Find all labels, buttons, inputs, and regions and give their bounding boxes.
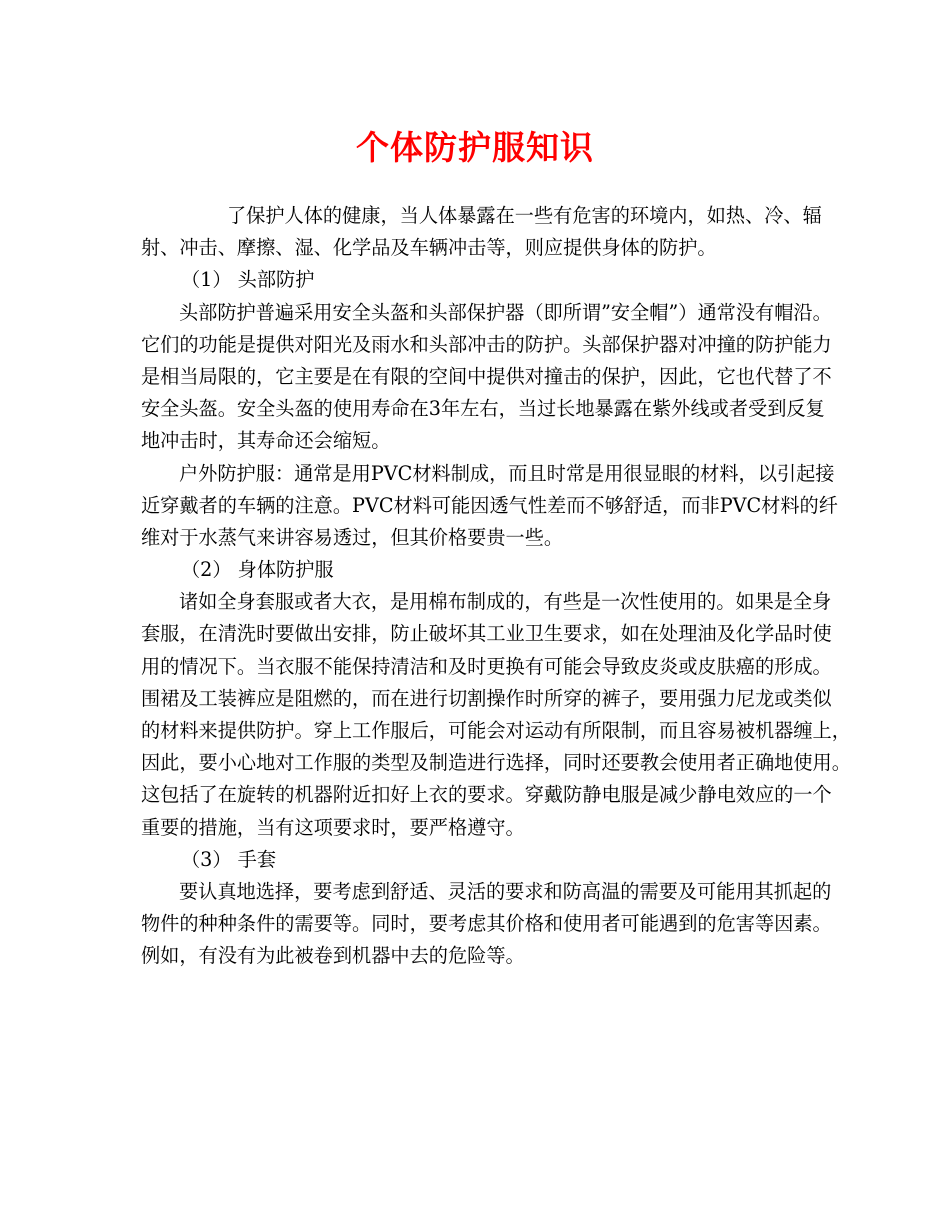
- gloves-paragraph: [141, 876, 831, 973]
- text-line: 因此，要小心地对工作服的类型及制造进行选择，同时还要教会使用者正确地使用。: [141, 751, 851, 775]
- text-line: 用的情况下。当衣服不能保持清洁和及时更换有可能会导致皮炎或皮肤癌的形成。: [141, 654, 832, 678]
- text-line: 例如，有没有为此被卷到机器中去的危险等。: [141, 944, 525, 968]
- section-heading-gloves: （3） 手套: [181, 847, 277, 871]
- text-line: 户外防护服：通常是用PVC材料制成，而且时常是用很显眼的材料，以引起接: [179, 461, 835, 485]
- text-line: 头部防护普遍采用安全头盔和头部保护器（即所谓”安全帽”）通常没有帽沿。: [179, 300, 832, 324]
- section-heading-body-protection: （2） 身体防护服: [181, 558, 334, 582]
- text-line: 是相当局限的，它主要是在有限的空间中提供对撞击的保护，因此，它也代替了不: [141, 364, 832, 388]
- text-line: 这包括了在旋转的机器附近扣好上衣的要求。穿戴防静电服是减少静电效应的一个: [141, 783, 832, 807]
- text-line: 了保护人体的健康，当人体暴露在一些有危害的环境内，如热、冷、辐: [227, 204, 822, 227]
- outdoor-clothing-paragraph: [141, 458, 838, 555]
- text-line: 重要的措施，当有这项要求时，要严格遵守。: [141, 815, 525, 839]
- section-heading-head-protection: （1） 头部防护: [181, 268, 315, 292]
- document-body: [141, 200, 851, 973]
- text-line: 物件的种种条件的需要等。同时，要考虑其价格和使用者可能遇到的危害等因素。: [141, 912, 832, 936]
- text-line: 要认真地选择，要考虑到舒适、灵活的要求和防高温的需要及可能用其抓起的: [179, 879, 832, 903]
- text-line: 诸如全身套服或者大衣，是用棉布制成的，有些是一次性使用的。如果是全身: [179, 590, 832, 614]
- text-line: 射、冲击、摩擦、湿、化学品及车辆冲击等，则应提供身体的防护。: [141, 236, 717, 260]
- text-line: 的材料来提供防护。穿上工作服后，可能会对运动有所限制，而且容易被机器缠上，: [141, 719, 851, 742]
- text-line: 近穿戴者的车辆的注意。PVC材料可能因透气性差而不够舒适，而非PVC材料的纤: [141, 493, 838, 517]
- head-protection-paragraph: [141, 297, 831, 458]
- text-line: 安全头盔。安全头盔的使用寿命在3年左右，当过长地暴露在紫外线或者受到反复: [141, 397, 825, 421]
- text-line: 地冲击时，其寿命还会缩短。: [141, 429, 391, 453]
- text-line: 它们的功能是提供对阳光及雨水和头部冲击的防护。头部保护器对冲撞的防护能力: [141, 332, 832, 356]
- text-line: 套服，在清洗时要做出安排，防止破坏其工业卫生要求，如在处理油及化学品时使: [141, 622, 832, 646]
- intro-paragraph: [141, 200, 831, 264]
- document-title: 个体防护服知识: [356, 128, 594, 167]
- text-line: 维对于水蒸气来讲容易透过，但其价格要贵一些。: [141, 525, 564, 549]
- body-protection-paragraph: [141, 586, 851, 844]
- text-line: 围裙及工装裤应是阻燃的，而在进行切割操作时所穿的裤子，要用强力尼龙或类似: [141, 686, 832, 710]
